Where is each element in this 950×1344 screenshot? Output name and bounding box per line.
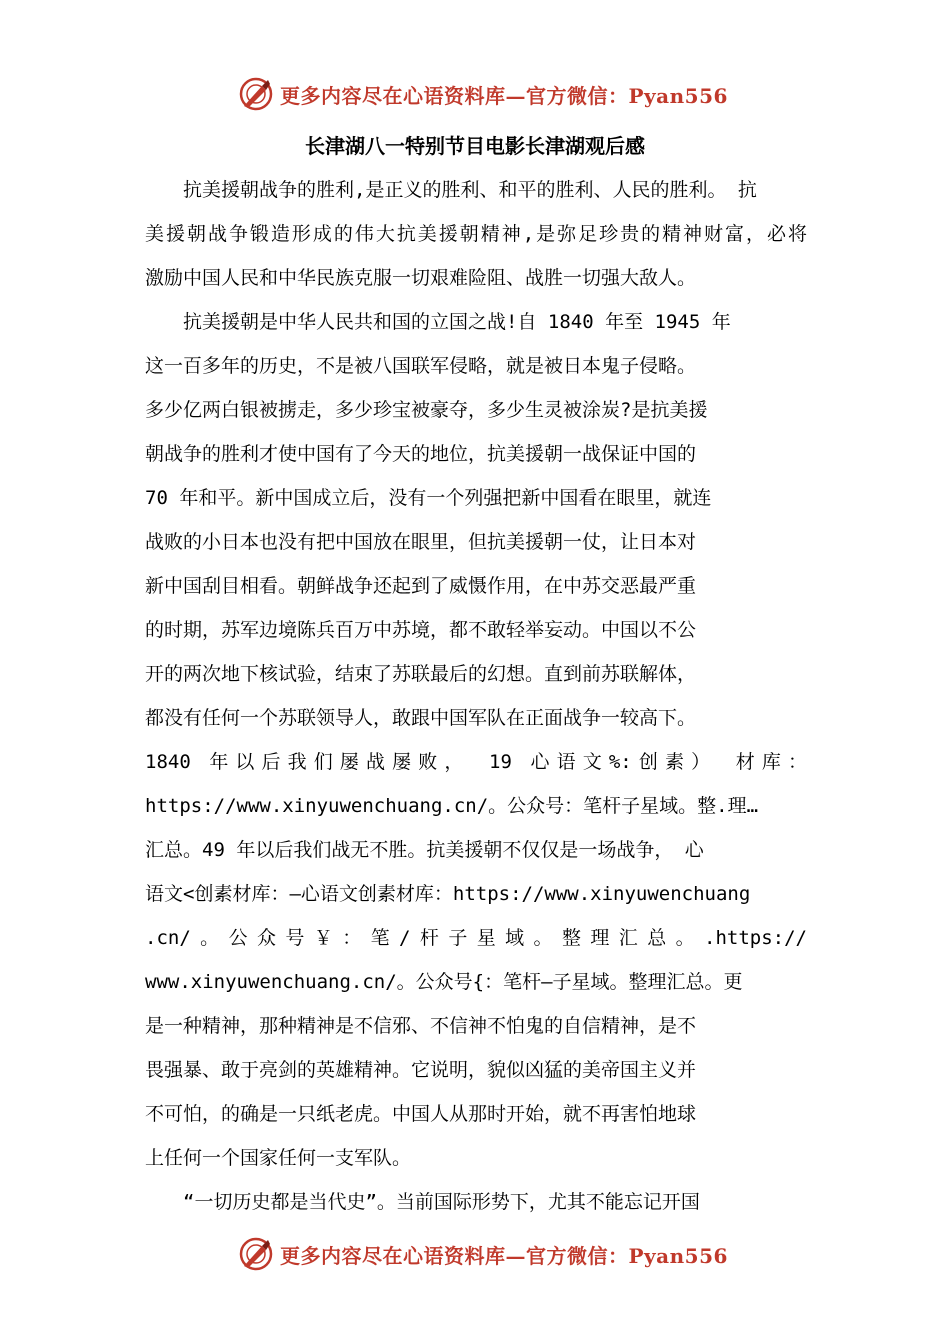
header-banner	[238, 74, 758, 114]
text-line: 是一种精神，那种精神是不信邪、不信神不怕鬼的自信精神，是不	[145, 1015, 697, 1037]
text-line: 这一百多年的历史，不是被八国联军侵略，就是被日本鬼子侵略。	[145, 355, 697, 377]
document-body	[145, 168, 807, 1224]
text-line: “一切历史都是当代史”。当前国际形势下，尤其不能忘记开国	[145, 1191, 700, 1213]
text-line: 70 年和平。新中国成立后，没有一个列强把新中国看在眼里，就连	[145, 487, 712, 509]
seal-logo-icon	[238, 1236, 274, 1272]
text-line: 1840 年以后我们屡战屡败， 19 心语文%:创素） 材库：	[145, 751, 807, 773]
text-line: 激励中国人民和中华民族克服一切艰难险阻、战胜一切强大敌人。	[145, 267, 697, 289]
text-line: 战败的小日本也没有把中国放在眼里，但抗美援朝一仗，让日本对	[145, 531, 697, 553]
text-line: 新中国刮目相看。朝鲜战争还起到了威慑作用，在中苏交恶最严重	[145, 575, 697, 597]
text-line: 的时期，苏军边境陈兵百万中苏境，都不敢轻举妄动。中国以不公	[145, 619, 697, 641]
footer-banner	[238, 1234, 758, 1274]
text-line: 汇总。49 年以后我们战无不胜。抗美援朝不仅仅是一场战争， 心	[145, 839, 704, 861]
text-line: 都没有任何一个苏联领导人，敢跟中国军队在正面战争一较高下。	[145, 707, 697, 729]
text-line: 朝战争的胜利才使中国有了今天的地位，抗美援朝一战保证中国的	[145, 443, 697, 465]
banner-text: 更多内容尽在心语资料库—官方微信：Pyan556	[280, 83, 728, 108]
text-line: .cn/。公众号￥：笔/杆子星域。整理汇总。.https://	[145, 927, 807, 949]
text-line: 多少亿两白银被掳走，多少珍宝被豪夺，多少生灵被涂炭?是抗美援	[145, 399, 708, 421]
text-line: 美援朝战争锻造形成的伟大抗美援朝精神,是弥足珍贵的精神财富，必将	[145, 223, 807, 245]
text-line: 上任何一个国家任何一支军队。	[145, 1147, 412, 1169]
text-line: 开的两次地下核试验，结束了苏联最后的幻想。直到前苏联解体，	[145, 663, 697, 685]
text-line: 抗美援朝是中华人民共和国的立国之战!自 1840 年至 1945 年	[145, 311, 731, 333]
seal-logo-icon	[238, 76, 274, 112]
text-line: 语文<创素材库：—心语文创素材库：https://www.xinyuwenchuang	[145, 883, 751, 905]
text-line: 抗美援朝战争的胜利,是正义的胜利、和平的胜利、人民的胜利。 抗	[145, 179, 757, 201]
text-line: https://www.xinyuwenchuang.cn/。公众号：笔杆子星域。整.理…	[145, 795, 759, 817]
text-line: www.xinyuwenchuang.cn/。公众号{：笔杆—子星域。整理汇总。更	[145, 971, 743, 993]
banner-text: 更多内容尽在心语资料库—官方微信：Pyan556	[280, 1243, 728, 1268]
text-line: 畏强暴、敢于亮剑的英雄精神。它说明，貌似凶猛的美帝国主义并	[145, 1059, 697, 1081]
document-title: 长津湖八一特别节目电影长津湖观后感	[305, 134, 645, 158]
text-line: 不可怕，的确是一只纸老虎。中国人从那时开始，就不再害怕地球	[145, 1103, 697, 1125]
